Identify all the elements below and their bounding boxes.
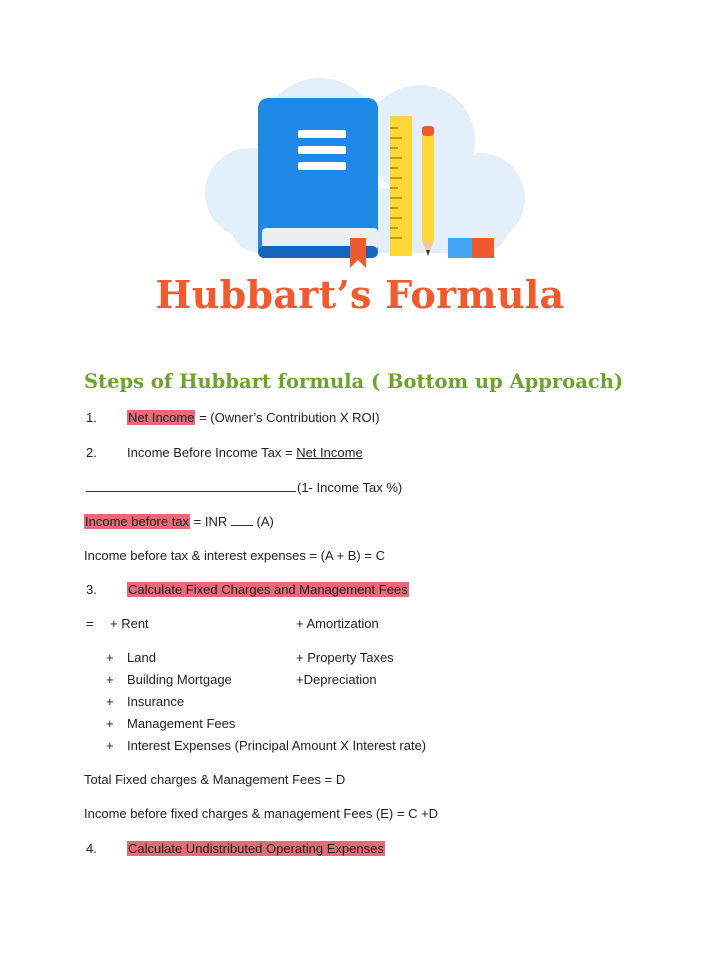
- bullet-symbol: +: [106, 716, 114, 731]
- income-before-tax-highlight: Income before tax: [85, 514, 190, 529]
- step-1-text: = (Owner’s Contribution X ROI): [195, 410, 380, 425]
- step-1-highlight: Net Income: [128, 410, 195, 425]
- bullet-symbol: +: [106, 694, 114, 709]
- step-2-text: Income Before Income Tax =: [127, 445, 297, 460]
- book-illustration: [190, 78, 530, 273]
- charge-insurance: Insurance: [127, 694, 185, 709]
- fraction-bar: [86, 490, 296, 492]
- charge-land: Land: [127, 650, 156, 665]
- income-before-tax-line: [84, 514, 274, 529]
- pencil-icon: [422, 126, 434, 256]
- bullet-symbol: +: [106, 672, 114, 687]
- step-1-number: 1.: [86, 410, 97, 425]
- total-fixed-charges: Total Fixed charges & Management Fees = D: [84, 772, 346, 787]
- ruler-icon: [390, 116, 412, 256]
- income-before-tax-interest: Income before tax & interest expenses = (A + B) = C: [84, 548, 385, 563]
- income-before-tax-tail: (A): [252, 514, 274, 529]
- step-3-number: 3.: [86, 582, 97, 597]
- income-before-fixed-charges: Income before fixed charges & management Fees (E) = C +D: [84, 806, 439, 821]
- section-heading: Steps of Hubbart formula ( Bottom up Approach): [84, 370, 624, 393]
- step-1-line: [127, 410, 380, 425]
- step-4-line: [127, 841, 385, 856]
- step-4-number: 4.: [86, 841, 97, 856]
- book-icon: [258, 98, 378, 268]
- page-title: Hubbart’s Formula: [155, 272, 565, 317]
- step-2-underlined: Net Income: [296, 445, 363, 460]
- charge-management-fees: Management Fees: [127, 716, 236, 731]
- charge-interest-expenses: Interest Expenses (Principal Amount X Interest rate): [127, 738, 427, 753]
- eraser-icon: [448, 238, 494, 258]
- charge-building-mortgage: Building Mortgage: [127, 672, 232, 687]
- bullet-symbol: +: [106, 738, 114, 753]
- inr-blank: [231, 524, 253, 526]
- step-2-number: 2.: [86, 445, 97, 460]
- income-before-tax-eq: = INR: [190, 514, 231, 529]
- charge-property-taxes: + Property Taxes: [296, 650, 394, 665]
- step-3-line: [127, 582, 409, 597]
- charge-amortization: + Amortization: [296, 616, 379, 631]
- charges-equals: =: [86, 616, 94, 631]
- step-4-highlight: Calculate Undistributed Operating Expenses: [128, 841, 384, 856]
- tax-text: (1- Income Tax %): [297, 480, 403, 495]
- tax-line: [86, 480, 402, 495]
- step-2-line: [127, 445, 363, 460]
- step-3-highlight: Calculate Fixed Charges and Management Fees: [128, 582, 408, 597]
- charge-depreciation: +Depreciation: [296, 672, 377, 687]
- charge-rent: + Rent: [110, 616, 149, 631]
- bullet-symbol: +: [106, 650, 114, 665]
